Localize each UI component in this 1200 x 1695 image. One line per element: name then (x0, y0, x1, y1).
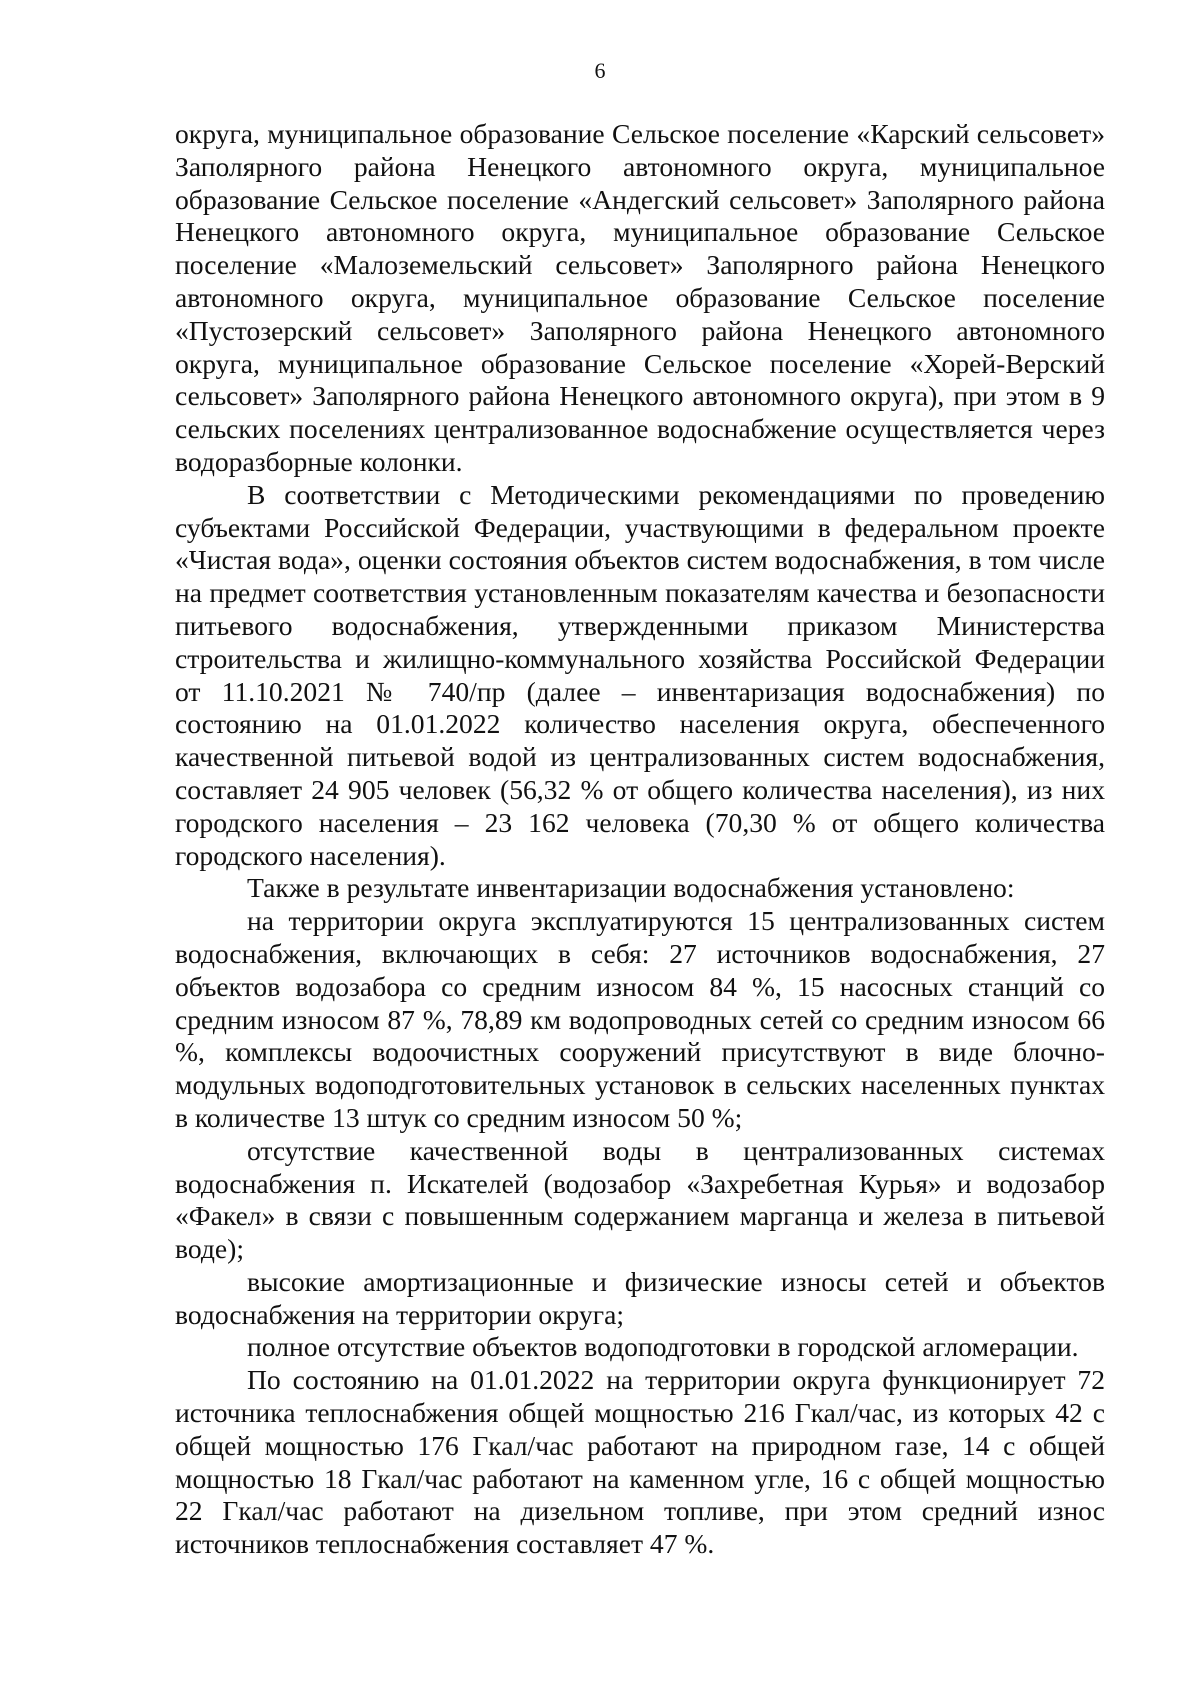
paragraph-7: полное отсутствие объектов водоподготовки в городской агломерации. (247, 1331, 1079, 1363)
paragraph-6: высокие амортизационные и физические износы сетей и объектов водоснабжения на территории округа; (175, 1265, 1105, 1330)
paragraph-4: на территории округа эксплуатируются 15 централизованных систем водоснабжения, включающих в себя: 27 источников водоснабжения, 27 объектов водозабора со средним износом 84 %, 15 насосных станций со средним износом 87 %, 78,89 км водопроводных сетей со средним износом 66 %, комплексы водоочистных сооружений присутствуют в виде блочно-модульных водоподготовительных установок в сельских населенных пунктах в количестве 13 штук со средним износом 50 %; (175, 905, 1105, 1133)
paragraph-1: округа, муниципальное образование Сельское поселение «Карский сельсовет» Заполярного района Ненецкого автономного округа, муниципальное образование Сельское поселение «Андегский сельсовет» Заполярного района Ненецкого автономного округа, муниципальное образование Сельское поселение «Малоземельский сельсовет» Заполярного района Ненецкого автономного округа, муниципальное образование Сельское поселение «Пустозерский сельсовет» Заполярного района Ненецкого автономного округа, муниципальное образование Сельское поселение «Хорей-Верский сельсовет» Заполярного района Ненецкого автономного округа), при этом в 9 сельских поселениях централизованное водоснабжение осуществляется через водоразборные колонки. (175, 118, 1105, 477)
paragraph-2: В соответствии с Методическими рекомендациями по проведению субъектами Российской Федерации, участвующими в федеральном проекте «Чистая вода», оценки состояния объектов систем водоснабжения, в том числе на предмет соответствия установленным показателям качества и безопасности питьевого водоснабжения, утвержденными приказом Министерства строительства и жилищно-коммунального хозяйства Российской Федерации от 11.10.2021 № 740/пр (далее – инвентаризация водоснабжения) по состоянию на 01.01.2022 количество населения округа, обеспеченного качественной питьевой водой из централизованных систем водоснабжения, составляет 24 905 человек (56,32 % от общего количества населения), из них городского населения – 23 162 человека (70,30 % от общего количества городского населения). (175, 478, 1105, 871)
paragraph-5: отсутствие качественной воды в централизованных системах водоснабжения п. Искателей (водозабор «Захребетная Курья» и водозабор «Факел» в связи с повышенным содержанием марганца и железа в питьевой воде); (175, 1134, 1105, 1265)
page-number: 6 (594, 58, 606, 83)
paragraph-3: Также в результате инвентаризации водоснабжения установлено: (247, 872, 1015, 904)
document-body (175, 118, 1105, 1561)
paragraph-8: По состоянию на 01.01.2022 на территории округа функционирует 72 источника теплоснабжения общей мощностью 216 Гкал/час, из которых 42 с общей мощностью 176 Гкал/час работают на природном газе, 14 с общей мощностью 18 Гкал/час работают на каменном угле, 16 с общей мощностью 22 Гкал/час работают на дизельном топливе, при этом средний износ источников теплоснабжения составляет 47 %. (175, 1364, 1105, 1560)
